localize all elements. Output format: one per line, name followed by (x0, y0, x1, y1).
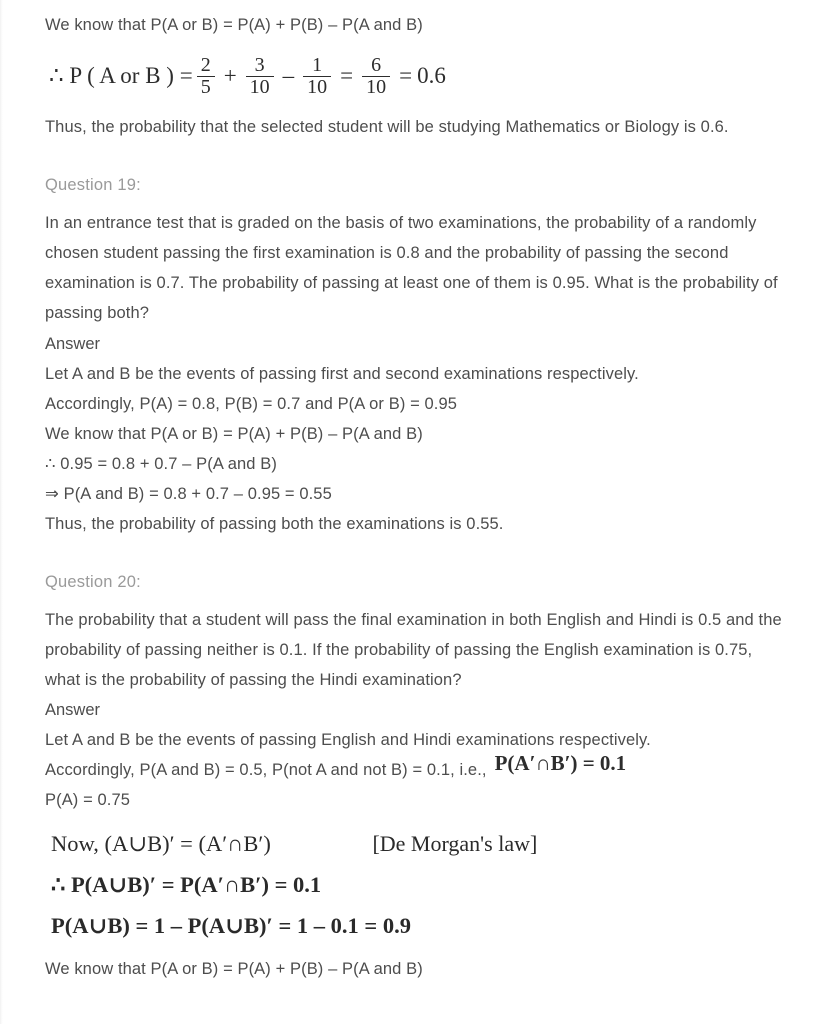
spacer (45, 40, 791, 48)
q20-final-formula-line: We know that P(A or B) = P(A) + P(B) – P(A and B) (45, 960, 423, 979)
scan-edge-left (0, 0, 3, 1024)
q20-math-block (51, 823, 791, 946)
fraction-term-3 (303, 55, 331, 98)
fraction-term-4 (362, 55, 390, 98)
spacer (45, 597, 791, 605)
math-block-line-3: P(A∪B) = 1 – P(A∪B)′ = 1 – 0.1 = 0.9 (51, 913, 411, 939)
fraction-numerator: 2 (200, 54, 211, 76)
equation-lead: ∴ P ( A or B ) = (49, 63, 193, 89)
fraction-denominator: 5 (197, 76, 215, 98)
q19-step-6: Thus, the probability of passing both the examinations is 0.55. (45, 514, 504, 533)
fraction-term-2 (246, 55, 274, 98)
top-known-formula-line: We know that P(A or B) = P(A) + P(B) – P(A and B) (45, 16, 423, 34)
operator-equals-1: = (340, 63, 354, 89)
section-spacer (45, 142, 791, 170)
spacer (45, 104, 791, 112)
question-20-heading: Question 20: (45, 572, 141, 591)
q20-step-2-prefix: Accordingly, P(A and B) = 0.5, P(not A and not B) = 0.1, i.e., (45, 761, 487, 780)
operator-minus: – (282, 63, 295, 89)
operator-plus: + (223, 63, 237, 89)
q20-step-2-row (45, 751, 791, 785)
question-19-heading: Question 19: (45, 175, 141, 194)
q19-step-1: Let A and B be the events of passing first and second examinations respectively. (45, 364, 639, 383)
question-20-answer-label: Answer (45, 701, 101, 720)
operator-equals-2: = (399, 63, 413, 89)
spacer (45, 200, 791, 208)
equation-result: 0.6 (417, 63, 446, 89)
math-block-line-1 (51, 823, 791, 864)
fraction-denominator: 10 (362, 76, 390, 98)
fraction-numerator: 1 (312, 54, 323, 76)
fraction-denominator: 10 (246, 76, 274, 98)
q19-step-5: ⇒ P(A and B) = 0.8 + 0.7 – 0.95 = 0.55 (45, 484, 332, 503)
de-morgan-identity: Now, (A∪B)′ = (A′∩B′) (51, 831, 271, 857)
question-19-answer-label: Answer (45, 334, 101, 353)
fraction-denominator: 10 (303, 76, 331, 98)
q20-step-1: Let A and B be the events of passing English and Hindi examinations respectively. (45, 731, 651, 750)
question-20-section (45, 567, 791, 985)
question-20-text: The probability that a student will pass the final examination in both English and Hindi is 0.5 and the probability of passing neither is 0.1. If the probability of passing the English examination is 0.75, what is the probability of passing the Hindi examination? (45, 610, 782, 690)
q19-step-3: We know that P(A or B) = P(A) + P(B) – P(A and B) (45, 424, 423, 443)
question-19-section (45, 170, 791, 539)
de-morgan-law-note: [De Morgan's law] (372, 831, 538, 857)
fraction-numerator: 3 (254, 54, 265, 76)
spacer (45, 946, 791, 954)
fraction-numerator: 6 (371, 54, 382, 76)
fraction-term-1 (197, 55, 215, 98)
q20-step-3: P(A) = 0.75 (45, 791, 131, 810)
question-19-text: In an entrance test that is graded on the basis of two examinations, the probability of a randomly chosen student passing the first examination is 0.8 and the probability of passing the second examination is 0.7. The probability of passing at least one of them is 0.95. What is the probability of passing both? (45, 213, 778, 323)
q19-step-4: ∴ 0.95 = 0.8 + 0.7 – P(A and B) (45, 454, 277, 473)
top-conclusion-paragraph: Thus, the probability that the selected student will be studying Mathematics or Biology is 0.6. (45, 117, 729, 136)
math-block-line-2: ∴ P(A∪B)′ = P(A′∩B′) = 0.1 (51, 872, 322, 898)
q19-step-2: Accordingly, P(A) = 0.8, P(B) = 0.7 and P(A or B) = 0.95 (45, 394, 458, 413)
section-spacer (45, 539, 791, 567)
q20-inline-equation: P(A′∩B′) = 0.1 (494, 751, 627, 776)
spacer (45, 815, 791, 823)
probability-fraction-equation (49, 55, 791, 98)
top-continuation-section (45, 10, 791, 142)
